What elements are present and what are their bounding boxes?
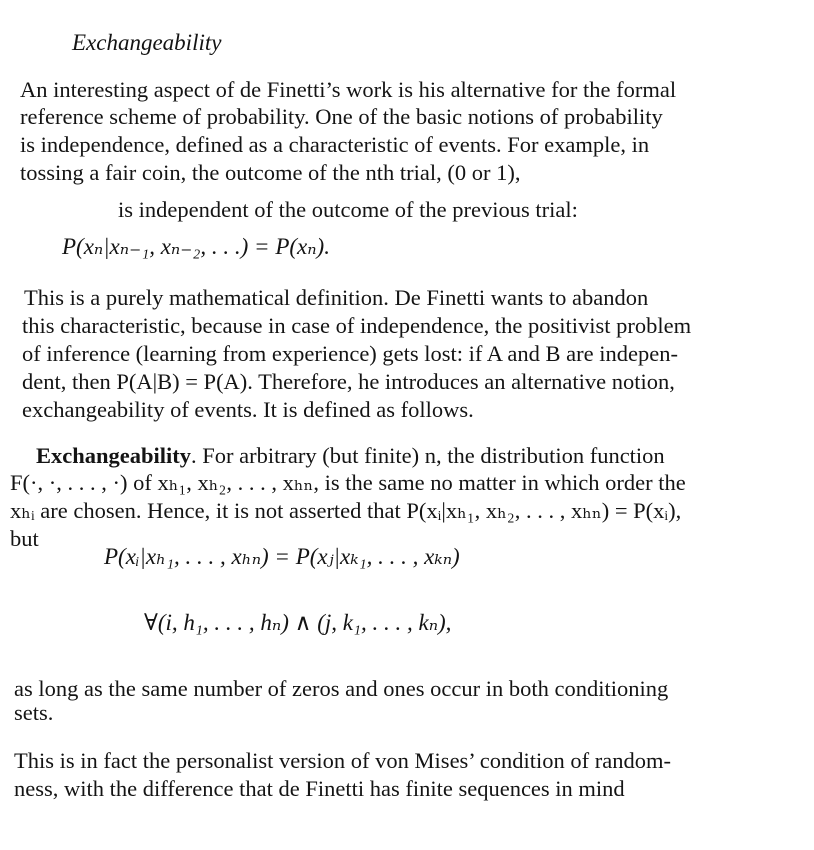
paragraph2-line1: This is a purely mathematical definition. De Finetti wants to abandon <box>24 285 649 310</box>
equation-quantifier: ∀(i, h₁, . . . , hₙ) ∧ (j, k₁, . . . , kₙ), <box>144 610 452 635</box>
definition-line1-text: . For arbitrary (but finite) n, the distribution function <box>191 443 665 468</box>
equation-independence: P(xₙ|xₙ₋₁, xₙ₋₂, . . .) = P(xₙ). <box>62 234 330 259</box>
paragraph2-line3: of inference (learning from experience) gets lost: if A and B are indepen- <box>22 341 678 366</box>
definition-line2: F(·, ·, . . . , ·) of xₕ₁, xₕ₂, . . . , xₕₙ, is the same no matter in which order the <box>10 470 686 495</box>
paragraph2-line2: this characteristic, because in case of independence, the positivist problem <box>22 313 692 338</box>
definition-line3: xₕᵢ are chosen. Hence, it is not asserted that P(xᵢ|xₕ₁, xₕ₂, . . . , xₕₙ) = P(xᵢ), <box>10 498 682 523</box>
section-title: Exchangeability <box>72 30 222 55</box>
paragraph4-line2: ness, with the difference that de Finetti has finite sequences in mind <box>14 776 625 801</box>
definition-term: Exchangeability <box>36 443 192 468</box>
paragraph2-line5: exchangeability of events. It is defined as follows. <box>22 397 474 422</box>
paragraph1-line2: reference scheme of probability. One of the basic notions of probability <box>20 104 663 129</box>
paragraph3-line2: sets. <box>14 700 54 725</box>
paragraph1-line1: An interesting aspect of de Finetti’s work is his alternative for the formal <box>20 77 677 102</box>
definition-line4: but <box>10 526 39 551</box>
paragraph1-line4: tossing a fair coin, the outcome of the nth trial, (0 or 1), <box>20 160 521 185</box>
paragraph3-line1: as long as the same number of zeros and ones occur in both conditioning <box>14 676 669 701</box>
equation-exchangeability: P(xᵢ|xₕ₁, . . . , xₕₙ) = P(xⱼ|xₖ₁, . . . , xₖₙ) <box>104 544 460 569</box>
paragraph1-line5: is independent of the outcome of the previous trial: <box>118 197 578 222</box>
paragraph2-line4: dent, then P(A|B) = P(A). Therefore, he introduces an alternative notion, <box>22 369 675 394</box>
paragraph4-line1: This is in fact the personalist version of von Mises’ condition of random- <box>14 748 671 773</box>
definition-line1 <box>36 443 665 469</box>
paragraph1-line3: is independence, defined as a characteristic of events. For example, in <box>20 132 650 157</box>
